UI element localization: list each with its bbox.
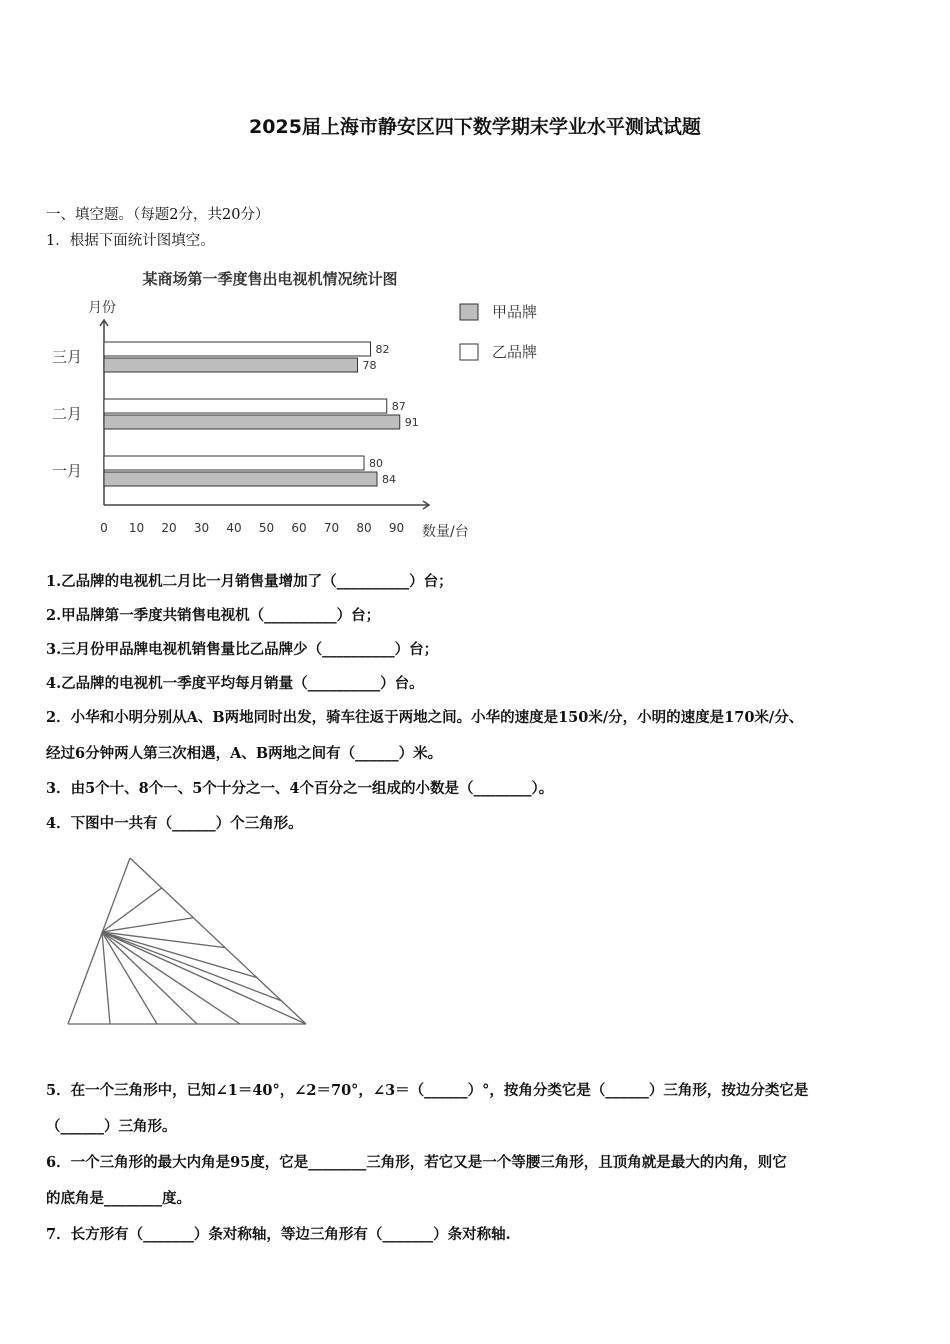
question-1-part-2: 2.甲品牌第一季度共销售电视机（__________）台；: [46, 607, 381, 624]
fan-segment: [102, 932, 110, 1024]
question-5-line-2: （______）三角形。: [46, 1118, 177, 1135]
chart-legend: [460, 303, 537, 361]
chart-plot-area: [52, 320, 429, 535]
fan-segment: [102, 918, 193, 932]
chart-title: 某商场第一季度售出电视机情况统计图: [142, 270, 398, 288]
bar: [104, 358, 358, 372]
page-title: 2025届上海市静安区四下数学期末学业水平测试试题: [249, 116, 701, 138]
question-1-part-1: 1.乙品牌的电视机二月比一月销售量增加了（__________）台；: [46, 573, 453, 590]
question-3: 3．由5个十、8个一、5个十分之一、4个百分之一组成的小数是（________）。: [46, 780, 554, 797]
question-7: 7．长方形有（_______）条对称轴，等边三角形有（_______）条对称轴.: [46, 1226, 511, 1243]
question-6-line-1: 6．一个三角形的最大内角是95度，它是________三角形，若它又是一个等腰三角形，且顶角就是最大的内角，则它: [46, 1154, 787, 1171]
x-tick-label: 50: [258, 521, 275, 535]
legend-label: 乙品牌: [492, 343, 538, 361]
legend-label: 甲品牌: [492, 303, 538, 321]
category-label: 三月: [52, 348, 83, 366]
question-1-stem: 1．根据下面统计图填空。: [46, 233, 215, 249]
fan-segment: [102, 932, 281, 1001]
x-tick-label: 20: [161, 521, 177, 535]
data-label: 80: [369, 457, 383, 470]
bar: [104, 415, 400, 429]
y-axis-label: 月份: [88, 300, 116, 316]
data-label: 82: [375, 343, 390, 356]
bar: [104, 456, 364, 470]
section-heading: 一、填空题。（每题2分，共20分）: [46, 207, 270, 223]
question-6-line-2: 的底角是________度。: [46, 1190, 191, 1207]
x-tick-label: 10: [128, 521, 145, 535]
question-2-line-2: 经过6分钟两人第三次相遇，A、B两地之间有（______）米。: [46, 745, 443, 762]
legend-swatch: [460, 304, 478, 320]
legend-swatch: [460, 344, 478, 360]
bar-chart: [40, 262, 560, 552]
data-label: 91: [404, 416, 419, 429]
question-5-line-1: 5．在一个三角形中，已知∠1＝40°，∠2＝70°，∠3＝（______）°，按角分类它是（______）三角形，按边分类它是: [46, 1082, 809, 1099]
triangle-figure: [60, 852, 320, 1032]
x-tick-label: 60: [291, 521, 307, 535]
data-label: 84: [382, 473, 396, 486]
data-label: 78: [362, 359, 377, 372]
category-label: 二月: [52, 405, 83, 423]
triangle-side: [130, 858, 306, 1024]
bar: [104, 399, 387, 413]
question-4: 4．下图中一共有（______）个三角形。: [46, 815, 303, 832]
x-axis-label: 数量/台: [422, 524, 469, 540]
bar: [104, 472, 377, 486]
x-tick-label: 90: [388, 521, 405, 535]
question-1-part-3: 3.三月份甲品牌电视机销售量比乙品牌少（__________）台；: [46, 641, 439, 658]
x-tick-label: 80: [356, 521, 372, 535]
fan-segment: [102, 932, 240, 1024]
x-tick-label: 0: [100, 521, 108, 535]
question-2-line-1: 2．小华和小明分别从A、B两地同时出发，骑车往返于两地之间。小华的速度是150米/分，小明的速度是170米/分、: [46, 709, 804, 726]
x-tick-label: 40: [226, 521, 242, 535]
bar: [104, 342, 371, 356]
x-tick-label: 70: [323, 521, 340, 535]
question-1-part-4: 4.乙品牌的电视机一季度平均每月销量（__________）台。: [46, 675, 424, 692]
data-label: 87: [391, 400, 406, 413]
fan-segment: [102, 932, 306, 1024]
category-label: 一月: [52, 462, 83, 480]
x-tick-label: 30: [193, 521, 210, 535]
